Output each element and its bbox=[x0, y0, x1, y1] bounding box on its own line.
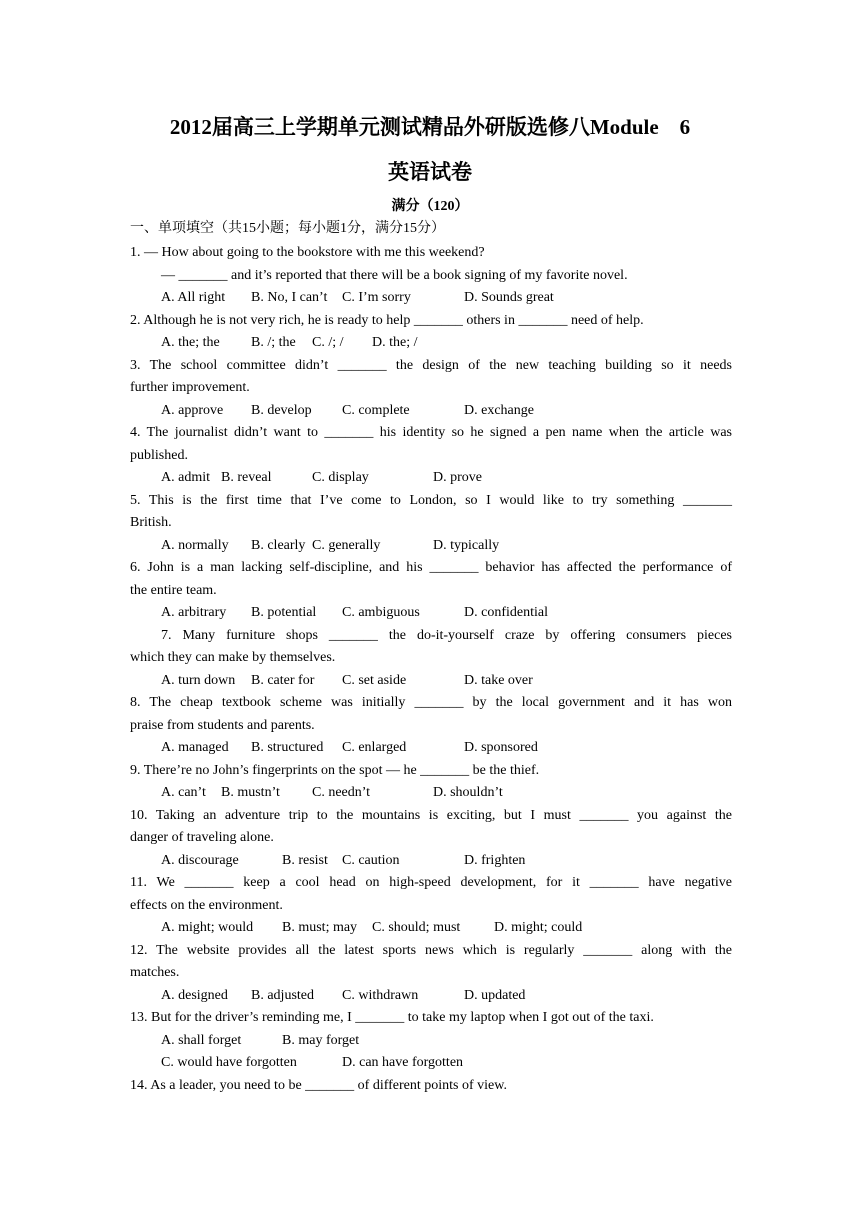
question-14-stem: 14. As a leader, you need to be _______ of different points of view. bbox=[130, 1077, 507, 1093]
question-11-stem-cont: effects on the environment. bbox=[130, 897, 283, 913]
option-a: A. might; would bbox=[161, 920, 254, 935]
option-b: B. develop bbox=[251, 402, 312, 418]
question-12-stem-cont: matches. bbox=[130, 965, 180, 980]
option-d: D. the; / bbox=[372, 335, 418, 350]
question-13-options-row1 bbox=[130, 1030, 732, 1053]
option-d: D. frighten bbox=[464, 852, 526, 868]
option-c: C. enlarged bbox=[342, 740, 407, 755]
option-b: B. clearly bbox=[251, 537, 306, 553]
option-d: D. Sounds great bbox=[464, 290, 554, 305]
question-4-stem: 4. The journalist didn’t want to _______ his identity so he signed a pen name when the article was bbox=[130, 425, 732, 440]
option-a: A. turn down bbox=[161, 672, 236, 688]
option-b: B. potential bbox=[251, 605, 317, 620]
question-5-stem-cont: British. bbox=[130, 515, 172, 530]
option-b: B. resist bbox=[282, 852, 328, 868]
option-d: D. take over bbox=[464, 672, 533, 688]
total-score: 满分（120） bbox=[391, 199, 469, 214]
option-d: D. updated bbox=[464, 987, 526, 1003]
option-a: A. managed bbox=[161, 740, 229, 755]
option-b: B. reveal bbox=[221, 470, 272, 485]
option-a: A. shall forget bbox=[161, 1032, 242, 1048]
question-11-options bbox=[130, 917, 732, 940]
option-c: C. ambiguous bbox=[342, 605, 420, 620]
question-10-options bbox=[130, 850, 732, 873]
question-13-options-row2 bbox=[130, 1052, 732, 1075]
question-4-options bbox=[130, 467, 732, 490]
option-c: C. display bbox=[312, 470, 369, 485]
option-b: B. must; may bbox=[282, 920, 358, 935]
question-6-stem: 6. John is a man lacking self-discipline, and his _______ behavior has affected the performance of bbox=[130, 560, 732, 575]
question-2-options bbox=[130, 332, 732, 355]
question-5-stem: 5. This is the first time that I’ve come to London, so I would like to try something _______ bbox=[130, 492, 732, 508]
question-1-options bbox=[130, 287, 732, 310]
option-b: B. No, I can’t bbox=[251, 290, 328, 305]
question-5-options bbox=[130, 535, 732, 558]
option-c: C. withdrawn bbox=[342, 987, 419, 1003]
question-13-stem: 13. But for the driver’s reminding me, I _______ to take my laptop when I got out of the taxi. bbox=[130, 1010, 654, 1025]
option-c: C. should; must bbox=[372, 920, 461, 935]
option-a: A. designed bbox=[161, 987, 228, 1003]
option-d: D. prove bbox=[433, 470, 482, 485]
question-3-stem-cont: further improvement. bbox=[130, 380, 250, 395]
question-3-options bbox=[130, 400, 732, 423]
option-d: D. typically bbox=[433, 537, 500, 553]
section-heading: 一、单项填空（共15小题；每小题1分，满分15分） bbox=[130, 221, 445, 236]
option-c: C. set aside bbox=[342, 672, 407, 688]
question-12-stem: 12. The website provides all the latest sports news which is regularly _______ along with the bbox=[130, 942, 732, 958]
question-list bbox=[130, 242, 732, 1097]
exam-subtitle: 英语试卷 bbox=[388, 160, 472, 184]
question-7-stem: 7. Many furniture shops _______ the do-it-yourself craze by offering consumers pieces bbox=[161, 627, 732, 643]
option-d: D. can have forgotten bbox=[342, 1055, 464, 1070]
question-6-options bbox=[130, 602, 732, 625]
option-a: A. can’t bbox=[161, 785, 206, 800]
question-2-stem: 2. Although he is not very rich, he is ready to help _______ others in _______ need of help. bbox=[130, 312, 644, 328]
question-8-stem: 8. The cheap textbook scheme was initially _______ by the local government and it has won bbox=[130, 695, 732, 710]
option-a: A. All right bbox=[161, 290, 226, 305]
question-9-options bbox=[130, 782, 732, 805]
question-1-reply: — _______ and it’s reported that there will be a book signing of my favorite novel. bbox=[161, 267, 628, 283]
option-d: D. exchange bbox=[464, 402, 534, 418]
option-b: B. adjusted bbox=[251, 987, 314, 1003]
question-10-stem: 10. Taking an adventure trip to the mountains is exciting, but I must _______ you against the bbox=[130, 807, 732, 823]
option-c: C. /; / bbox=[312, 335, 344, 350]
option-b: B. /; the bbox=[251, 335, 296, 350]
exam-title: 2012届高三上学期单元测试精品外研版选修八Module 6 bbox=[169, 115, 691, 139]
option-c: C. caution bbox=[342, 852, 400, 868]
option-c: C. complete bbox=[342, 402, 410, 418]
option-a: A. the; the bbox=[161, 335, 220, 350]
option-a: A. discourage bbox=[161, 852, 239, 868]
question-4-stem-cont: published. bbox=[130, 447, 188, 463]
option-c: C. would have forgotten bbox=[161, 1055, 297, 1070]
option-c: C. generally bbox=[312, 537, 381, 553]
option-b: B. structured bbox=[251, 740, 324, 755]
question-10-stem-cont: danger of traveling alone. bbox=[130, 830, 274, 845]
option-d: D. might; could bbox=[494, 920, 583, 935]
question-7-stem-cont: which they can make by themselves. bbox=[130, 650, 336, 665]
question-8-options bbox=[130, 737, 732, 760]
question-1-stem: 1. — How about going to the bookstore with me this weekend? bbox=[130, 245, 485, 260]
option-d: D. sponsored bbox=[464, 740, 538, 755]
option-a: A. arbitrary bbox=[161, 605, 227, 620]
option-c: C. needn’t bbox=[312, 785, 371, 800]
option-a: A. admit bbox=[161, 470, 210, 485]
question-8-stem-cont: praise from students and parents. bbox=[130, 717, 315, 733]
question-11-stem: 11. We _______ keep a cool head on high-speed development, for it _______ have negative bbox=[130, 875, 732, 890]
option-b: B. cater for bbox=[251, 672, 315, 688]
question-6-stem-cont: the entire team. bbox=[130, 582, 217, 598]
option-d: D. shouldn’t bbox=[433, 785, 503, 800]
question-7-options bbox=[130, 670, 732, 693]
option-c: C. I’m sorry bbox=[342, 290, 411, 305]
option-a: A. approve bbox=[161, 402, 224, 418]
question-9-stem: 9. There’re no John’s fingerprints on the spot — he _______ be the thief. bbox=[130, 762, 540, 778]
option-d: D. confidential bbox=[464, 605, 548, 620]
option-a: A. normally bbox=[161, 537, 229, 553]
option-b: B. may forget bbox=[282, 1032, 360, 1048]
question-3-stem: 3. The school committee didn’t _______ the design of the new teaching building so it needs bbox=[130, 357, 732, 373]
option-b: B. mustn’t bbox=[221, 785, 280, 800]
question-12-options bbox=[130, 985, 732, 1008]
